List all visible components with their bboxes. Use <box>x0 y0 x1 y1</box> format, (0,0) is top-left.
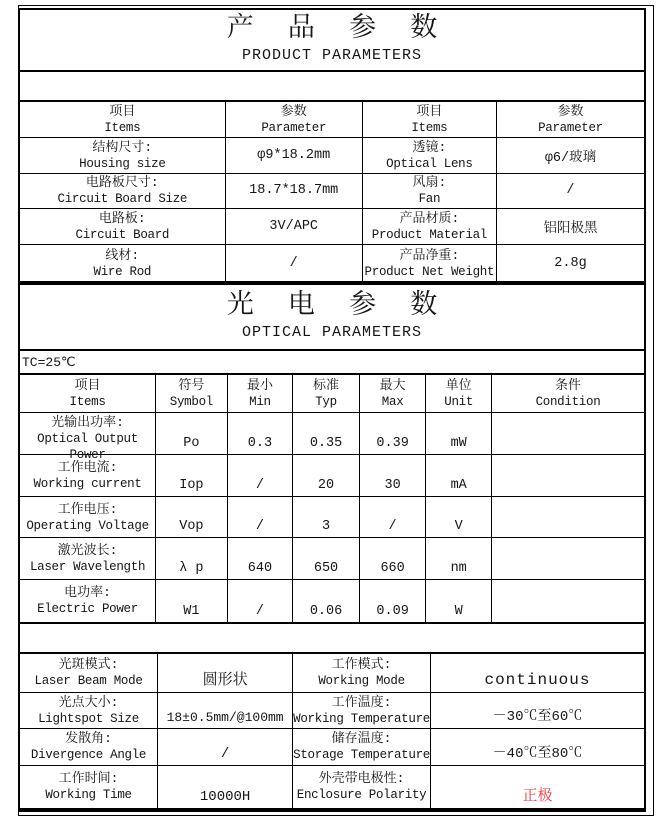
item-zh: 储存温度: <box>331 731 392 747</box>
min-cell <box>228 580 294 622</box>
item-label <box>20 209 226 245</box>
min-cell <box>228 497 294 538</box>
item-label <box>293 729 431 766</box>
value-text: 3V/APC <box>269 219 319 235</box>
item-en: Electric Power <box>37 602 138 617</box>
header-en: Max <box>381 395 404 410</box>
symbol-cell <box>156 497 228 538</box>
max-text: 0.39 <box>376 435 409 451</box>
value-text: 2.8g <box>554 255 587 271</box>
item-label <box>20 245 226 281</box>
page-title: 产 品 参 数 <box>226 15 447 45</box>
item-value <box>226 174 363 210</box>
item-label <box>293 693 431 730</box>
header-zh: 最大 <box>379 378 406 394</box>
header-zh: 项目 <box>109 103 136 119</box>
unit-text: V <box>454 519 463 535</box>
header-zh: 条件 <box>554 378 581 394</box>
value-text: / <box>220 745 230 762</box>
item-label <box>20 729 158 766</box>
item-zh: 工作模式: <box>331 657 392 673</box>
condition-cell <box>492 455 644 497</box>
typ-cell <box>293 455 360 497</box>
product-parameters-table <box>18 100 646 283</box>
item-zh: 光点大小: <box>58 694 119 710</box>
item-value <box>158 693 293 730</box>
max-text: 660 <box>380 560 405 576</box>
item-label <box>293 654 431 693</box>
header-en: Parameter <box>261 120 327 135</box>
item-label <box>20 174 226 210</box>
item-zh: 工作时间: <box>58 771 119 787</box>
header-zh: 标准 <box>313 378 340 394</box>
item-zh: 光输出功率: <box>51 415 124 431</box>
typ-cell <box>293 538 360 579</box>
max-cell <box>360 538 427 579</box>
column-header <box>363 102 497 138</box>
symbol-cell <box>156 580 228 622</box>
enclosure-polarity-value <box>431 766 644 808</box>
item-en: Wire Rod <box>93 264 152 279</box>
column-header <box>426 375 492 413</box>
unit-cell <box>426 538 492 579</box>
max-cell <box>360 455 427 497</box>
item-en: Working Mode <box>318 674 405 689</box>
header-en: Unit <box>444 395 474 410</box>
optical-parameters-table <box>18 373 646 624</box>
item-label <box>20 654 158 693</box>
condition-cell <box>492 413 644 454</box>
unit-text: mA <box>450 478 467 494</box>
item-label <box>20 455 156 497</box>
item-zh: 电功率: <box>64 585 111 601</box>
item-value <box>431 693 644 730</box>
column-header <box>226 102 363 138</box>
item-en: Circuit Board Size <box>57 192 188 207</box>
header-zh: 单位 <box>445 378 472 394</box>
item-en: Optical Lens <box>386 156 473 171</box>
item-value <box>497 138 644 174</box>
item-en: Circuit Board <box>75 228 170 243</box>
column-header <box>497 102 644 138</box>
item-label <box>20 413 156 463</box>
header-zh: 参数 <box>280 103 307 119</box>
optical-parameters-title-box <box>18 283 646 351</box>
item-en: Working current <box>33 476 142 491</box>
spec-table <box>18 652 646 812</box>
value-text: / <box>289 255 298 271</box>
item-zh: 透镜: <box>412 139 447 155</box>
min-text: / <box>255 478 264 494</box>
item-en: Housing size <box>79 156 166 171</box>
product-parameters-title-box <box>18 8 646 72</box>
value-text: / <box>566 183 575 199</box>
item-en: Divergence Angle <box>30 748 147 763</box>
item-label <box>20 538 156 579</box>
header-en: Items <box>104 120 141 135</box>
item-en: Product Material <box>371 228 487 243</box>
item-value <box>497 245 644 281</box>
min-text: 0.3 <box>247 435 273 451</box>
typ-cell <box>293 413 360 454</box>
item-label <box>363 138 497 174</box>
item-en: Laser Wavelength <box>29 560 146 574</box>
header-en: Min <box>249 395 271 410</box>
column-header <box>293 375 360 413</box>
header-en: Typ <box>315 395 337 410</box>
header-en: Condition <box>535 395 601 410</box>
item-en: Fan <box>418 192 441 207</box>
header-zh: 参数 <box>557 103 584 119</box>
item-value <box>226 138 363 174</box>
item-zh: 风扇: <box>412 175 447 191</box>
item-zh: 结构尺寸: <box>92 139 153 155</box>
typ-text: 0.06 <box>309 603 343 619</box>
item-value <box>158 766 293 808</box>
item-zh: 工作电流: <box>57 459 118 475</box>
value-text: －30℃至60℃ <box>492 709 583 726</box>
item-en: Optical Output <box>37 432 138 447</box>
section-title-en: OPTICAL PARAMETERS <box>241 324 423 341</box>
value-text: 18.7*18.7mm <box>249 183 339 199</box>
max-cell <box>360 413 427 454</box>
unit-cell <box>426 455 492 497</box>
column-header <box>228 375 294 413</box>
item-zh: 工作电压: <box>57 501 118 517</box>
test-condition-note: TC=25℃ <box>18 351 646 373</box>
header-en: Parameter <box>538 120 603 135</box>
min-cell <box>228 538 294 579</box>
value-text: 铝阳极黑 <box>543 222 598 238</box>
item-label <box>20 766 158 808</box>
max-cell <box>360 497 427 538</box>
condition-cell <box>492 580 644 622</box>
item-en: Lightspot Size <box>38 711 139 726</box>
section-title: 光 电 参 数 <box>226 292 447 322</box>
item-en: Working Time <box>45 788 132 803</box>
min-cell <box>228 455 294 497</box>
header-en: Items <box>411 120 448 135</box>
item-label <box>20 497 156 538</box>
item-value <box>226 209 363 245</box>
min-text: 640 <box>247 560 273 576</box>
item-label <box>20 138 226 174</box>
min-text: / <box>255 603 264 619</box>
unit-text: W <box>454 603 463 619</box>
item-zh: 发散角: <box>65 731 112 747</box>
value-text: continuous <box>484 670 591 689</box>
header-zh: 项目 <box>74 378 101 394</box>
item-zh: 产品净重: <box>399 247 460 263</box>
column-header <box>20 102 226 138</box>
condition-cell <box>492 538 644 579</box>
spacer-box <box>18 624 646 652</box>
symbol-cell <box>156 455 228 497</box>
symbol-text: Po <box>183 435 200 451</box>
item-en: Storage Temperature <box>293 748 430 763</box>
item-value <box>226 245 363 281</box>
value-text: 正极 <box>522 788 553 805</box>
unit-text: mW <box>450 435 467 451</box>
item-label <box>20 580 156 622</box>
item-zh: 外壳带电极性: <box>318 771 405 787</box>
item-zh: 电路板尺寸: <box>85 175 159 191</box>
max-text: 30 <box>384 478 401 494</box>
unit-cell <box>426 413 492 454</box>
column-header <box>492 375 644 413</box>
symbol-text: λ p <box>179 560 204 576</box>
item-zh: 产品材质: <box>399 211 460 227</box>
typ-text: 20 <box>317 478 335 494</box>
max-text: / <box>388 519 397 535</box>
item-value <box>158 654 293 693</box>
symbol-cell <box>156 413 228 454</box>
item-en: Working Temperature <box>293 711 430 726</box>
item-zh: 光斑模式: <box>58 657 119 673</box>
header-zh: 符号 <box>178 378 205 394</box>
item-zh: 激光波长: <box>57 543 118 558</box>
page-title-en: PRODUCT PARAMETERS <box>241 47 423 64</box>
value-text: 圆形状 <box>202 671 248 689</box>
item-value <box>431 729 644 766</box>
item-label <box>293 766 431 808</box>
max-cell <box>360 580 427 622</box>
column-header <box>360 375 427 413</box>
typ-cell <box>293 580 360 622</box>
symbol-text: Iop <box>179 478 204 494</box>
item-en: Product Net Weight <box>364 264 495 279</box>
item-value <box>497 209 644 245</box>
typ-cell <box>293 497 360 538</box>
typ-text: 0.35 <box>309 435 343 451</box>
min-cell <box>228 413 294 454</box>
unit-cell <box>426 497 492 538</box>
item-label <box>363 209 497 245</box>
item-en: Laser Beam Mode <box>34 674 143 689</box>
typ-text: 3 <box>321 519 331 535</box>
value-text: 18±0.5mm/@100mm <box>166 710 284 726</box>
item-zh: 线材: <box>105 247 140 263</box>
header-zh: 最小 <box>246 378 273 394</box>
value-text: －40℃至80℃ <box>492 745 583 762</box>
value-text: φ6/玻璃 <box>544 150 597 166</box>
item-zh: 电路板: <box>98 211 146 227</box>
item-en-clipped: Power <box>69 448 106 463</box>
item-zh: 工作温度: <box>331 694 392 710</box>
column-header <box>156 375 228 413</box>
symbol-text: Vop <box>179 519 204 535</box>
typ-text: 650 <box>313 560 339 576</box>
item-en: Operating Voltage <box>26 518 149 533</box>
max-text: 0.09 <box>376 603 409 619</box>
header-en: Symbol <box>169 395 213 410</box>
item-label <box>363 245 497 281</box>
unit-text: nm <box>450 560 467 576</box>
item-label <box>20 693 158 730</box>
value-text: φ9*18.2mm <box>257 147 331 163</box>
symbol-text: W1 <box>183 603 200 619</box>
unit-cell <box>426 580 492 622</box>
condition-cell <box>492 497 644 538</box>
item-en: Enclosure Polarity <box>296 788 427 803</box>
symbol-cell <box>156 538 228 579</box>
min-text: / <box>255 519 264 535</box>
item-label <box>363 174 497 210</box>
item-value <box>431 654 644 693</box>
spacer-row <box>18 72 646 100</box>
header-en: Items <box>69 395 106 410</box>
column-header <box>20 375 156 413</box>
value-text: 10000H <box>199 789 251 805</box>
item-value <box>158 729 293 766</box>
header-zh: 项目 <box>416 103 443 119</box>
item-value <box>497 174 644 210</box>
